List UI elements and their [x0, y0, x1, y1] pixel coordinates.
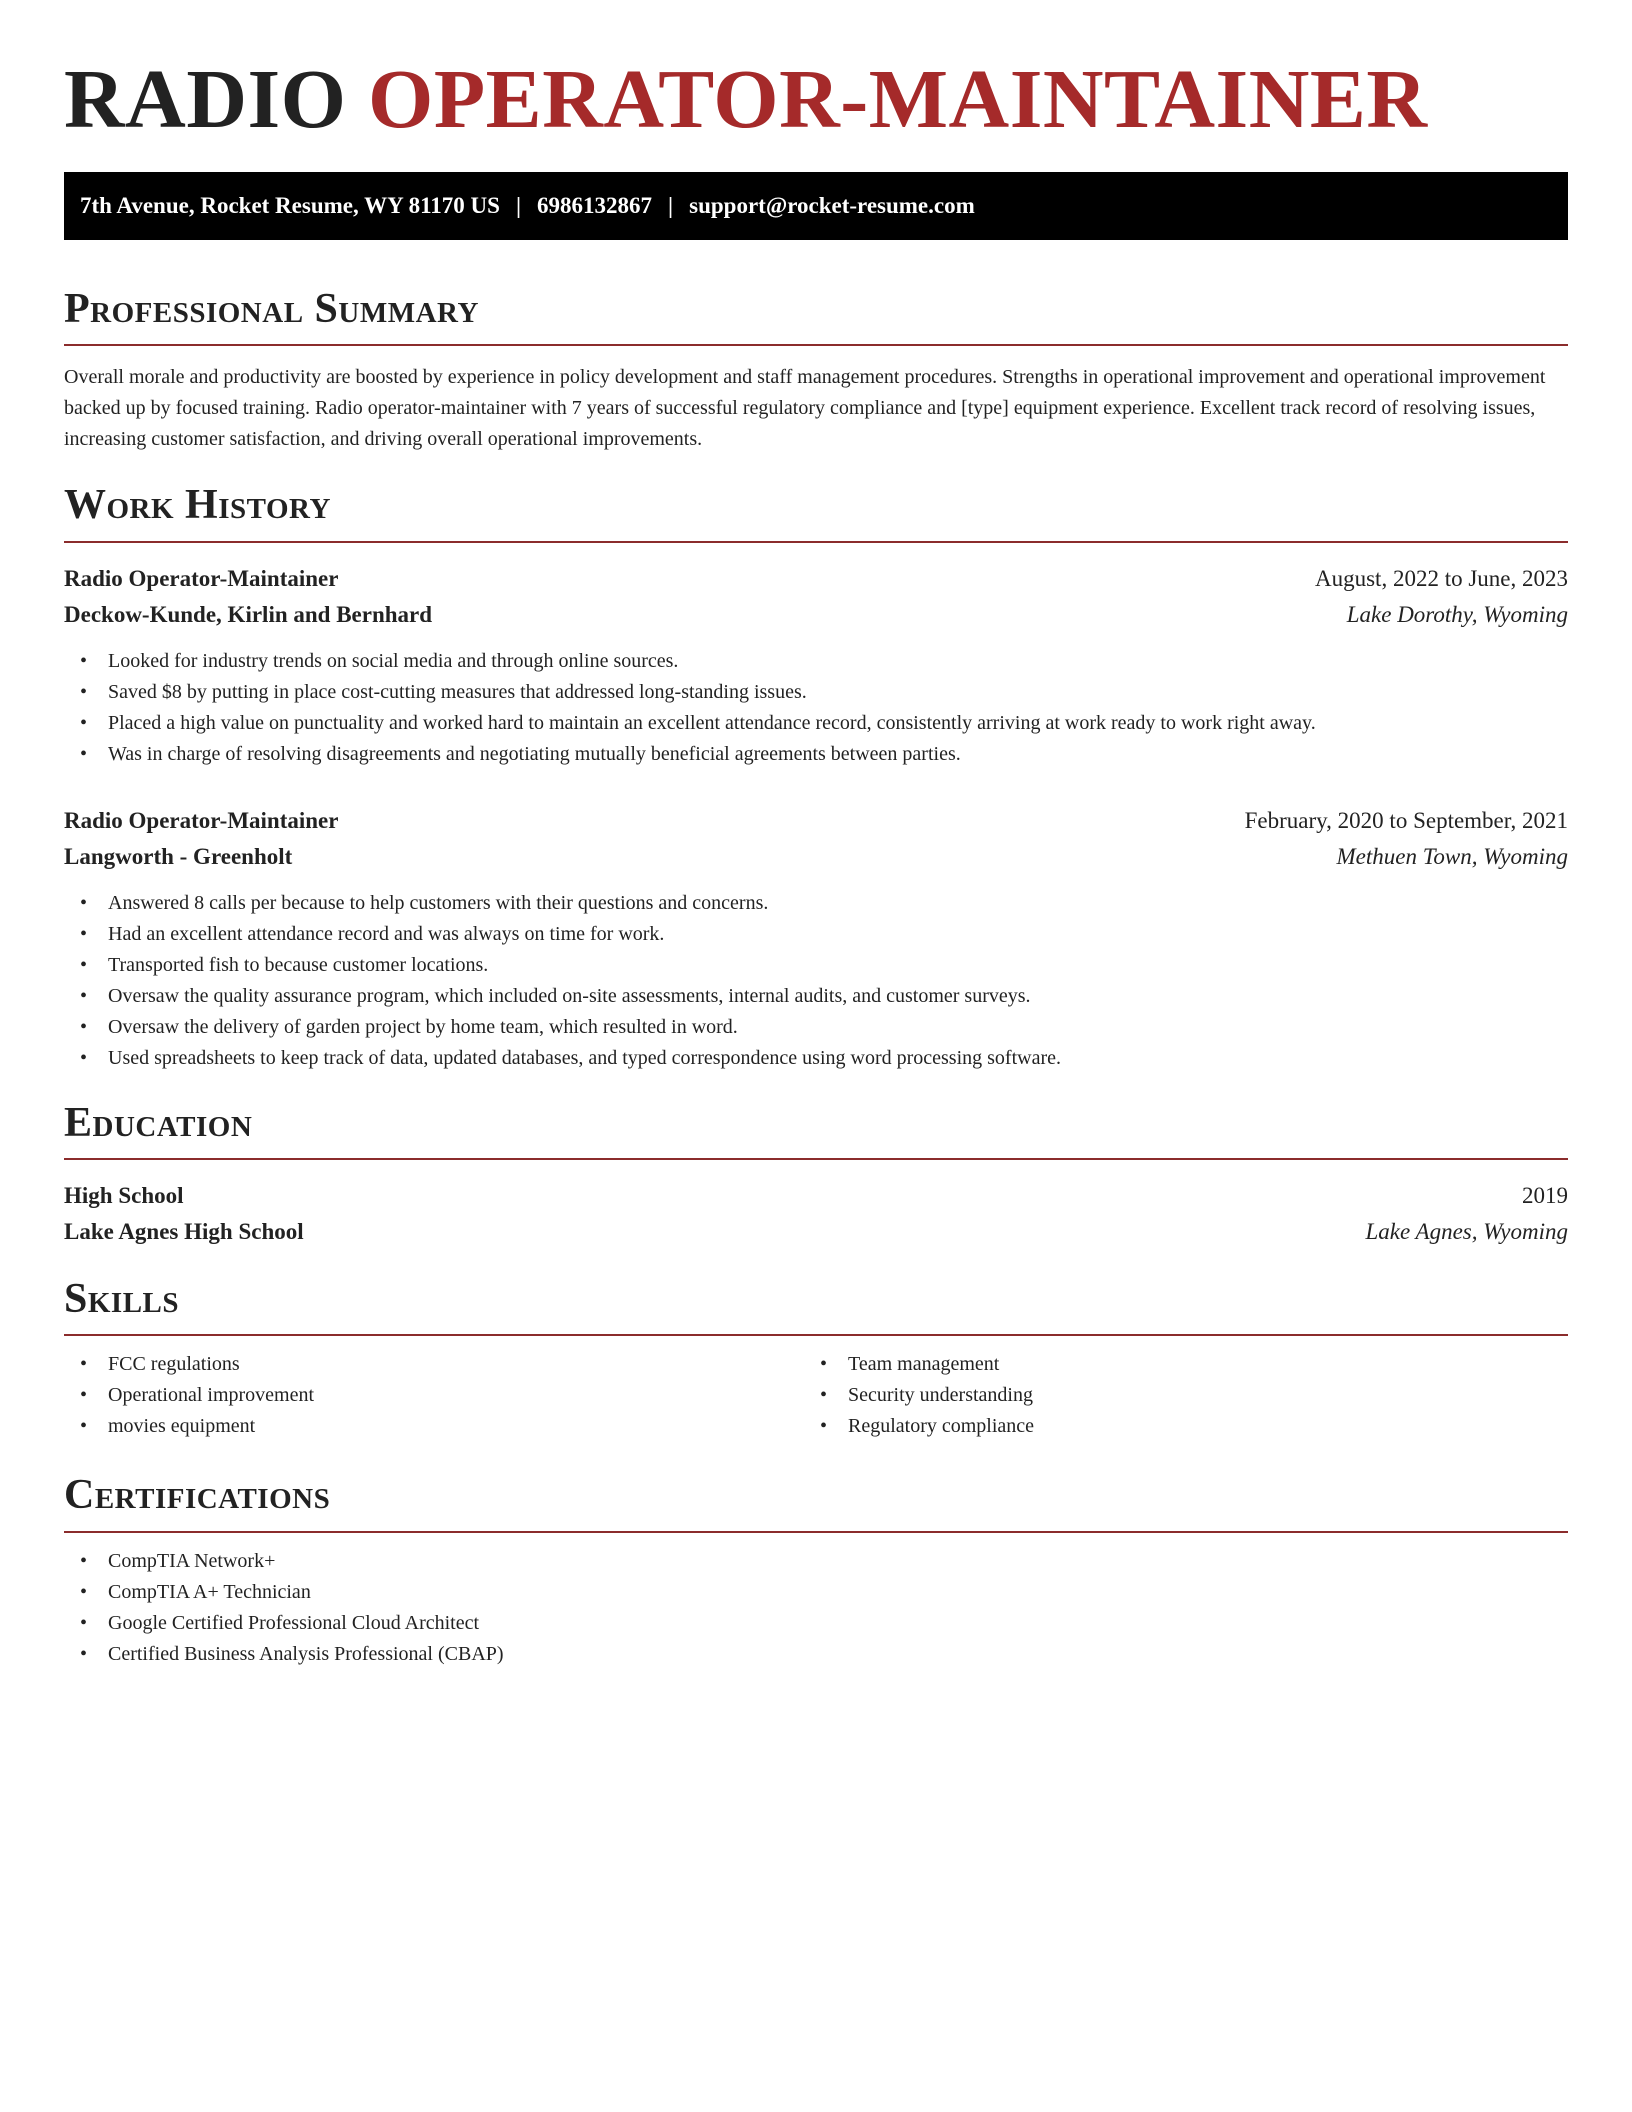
education-school: Lake Agnes High School	[64, 1218, 304, 1244]
contact-separator: |	[668, 192, 674, 218]
section-title-education: Education	[64, 1099, 253, 1146]
name-last: OPERATOR-MAINTAINER	[368, 53, 1428, 146]
section-education	[64, 1098, 1568, 1250]
skills-column-left	[64, 1349, 804, 1442]
job-company: Deckow-Kunde, Kirlin and Bernhard	[64, 601, 433, 627]
resume-name	[64, 50, 1568, 151]
job-entry	[64, 803, 1568, 1074]
job-role: Radio Operator-Maintainer	[64, 807, 339, 833]
section-divider	[64, 1334, 1568, 1336]
skill-item: • Security understanding	[804, 1380, 1544, 1411]
certifications-list	[64, 1546, 1568, 1670]
education-school-row	[64, 1214, 1568, 1250]
list-item: • Oversaw the delivery of garden project by home team, which resulted in word.	[64, 1012, 1568, 1043]
education-entry	[64, 1178, 1568, 1250]
certification-item: • Google Certified Professional Cloud Architect	[64, 1608, 1568, 1639]
list-item: • Placed a high value on punctuality and worked hard to maintain an excellent attendance record, consistently arriving at work ready to work right away.	[64, 708, 1568, 739]
section-summary	[64, 284, 1568, 455]
job-company-row	[64, 597, 1568, 633]
list-item: • Transported fish to because customer locations.	[64, 950, 1568, 981]
job-company: Langworth - Greenholt	[64, 843, 293, 869]
job-dates: August, 2022 to June, 2023	[1315, 565, 1568, 591]
contact-bar	[64, 172, 1568, 240]
list-item: • Answered 8 calls per because to help customers with their questions and concerns.	[64, 888, 1568, 919]
section-title-work-history: Work History	[64, 482, 331, 529]
section-title-summary: Professional Summary	[64, 285, 479, 332]
job-bullets	[64, 888, 1568, 1074]
skills-grid	[64, 1349, 1568, 1442]
skills-column-right	[804, 1349, 1544, 1442]
job-company-row	[64, 839, 1568, 875]
list-item: • Oversaw the quality assurance program, which included on-site assessments, internal audits, and customer surveys.	[64, 981, 1568, 1012]
contact-address: 7th Avenue, Rocket Resume, WY 81170 US	[80, 192, 500, 218]
summary-text: Overall morale and productivity are boosted by experience in policy development and staff management procedures. Strengths in operational improvement and operational improvement backed up by focused training. Radio operator-maintainer with 7 years of successful regulatory compliance and [type] equipment experience. Excellent track record of resolving issues, increasing customer satisfaction, and driving overall operational improvements.	[64, 366, 1546, 451]
job-location: Lake Dorothy, Wyoming	[1346, 601, 1568, 627]
job-location: Methuen Town, Wyoming	[1336, 843, 1568, 869]
section-divider	[64, 344, 1568, 346]
job-dates: February, 2020 to September, 2021	[1244, 807, 1568, 833]
section-skills	[64, 1274, 1568, 1442]
certification-item: • CompTIA A+ Technician	[64, 1577, 1568, 1608]
section-title-certifications: Certifications	[64, 1472, 331, 1519]
list-item: • Looked for industry trends on social media and through online sources.	[64, 646, 1568, 677]
job-title-row	[64, 561, 1568, 597]
education-degree: High School	[64, 1182, 184, 1208]
job-bullets	[64, 646, 1568, 770]
certification-item: • CompTIA Network+	[64, 1546, 1568, 1577]
contact-phone: 6986132867	[537, 192, 653, 218]
job-title-row	[64, 803, 1568, 839]
education-degree-row	[64, 1178, 1568, 1214]
list-item: • Saved $8 by putting in place cost-cutting measures that addressed long-standing issues.	[64, 677, 1568, 708]
skill-item: • Team management	[804, 1349, 1544, 1380]
section-work-history	[64, 480, 1568, 1073]
education-location: Lake Agnes, Wyoming	[1365, 1218, 1568, 1244]
certification-item: • Certified Business Analysis Professional (CBAP)	[64, 1639, 1568, 1670]
skill-item: • FCC regulations	[64, 1349, 804, 1380]
contact-separator: |	[515, 192, 522, 218]
list-item: • Used spreadsheets to keep track of data, updated databases, and typed correspondence using word processing software.	[64, 1043, 1568, 1074]
section-title-skills: Skills	[64, 1275, 180, 1322]
section-divider	[64, 1158, 1568, 1160]
list-item: • Had an excellent attendance record and was always on time for work.	[64, 919, 1568, 950]
job-role: Radio Operator-Maintainer	[64, 565, 339, 591]
skill-item: • Operational improvement	[64, 1380, 804, 1411]
section-divider	[64, 1531, 1568, 1533]
education-year: 2019	[1522, 1182, 1568, 1208]
skill-item: • Regulatory compliance	[804, 1411, 1544, 1442]
section-certifications	[64, 1470, 1568, 1669]
list-item: • Was in charge of resolving disagreements and negotiating mutually beneficial agreements between parties.	[64, 739, 1568, 770]
skill-item: • movies equipment	[64, 1411, 804, 1442]
name-first: RADIO	[64, 53, 347, 146]
job-entry	[64, 561, 1568, 770]
contact-email: support@rocket-resume.com	[689, 192, 975, 218]
section-divider	[64, 541, 1568, 543]
